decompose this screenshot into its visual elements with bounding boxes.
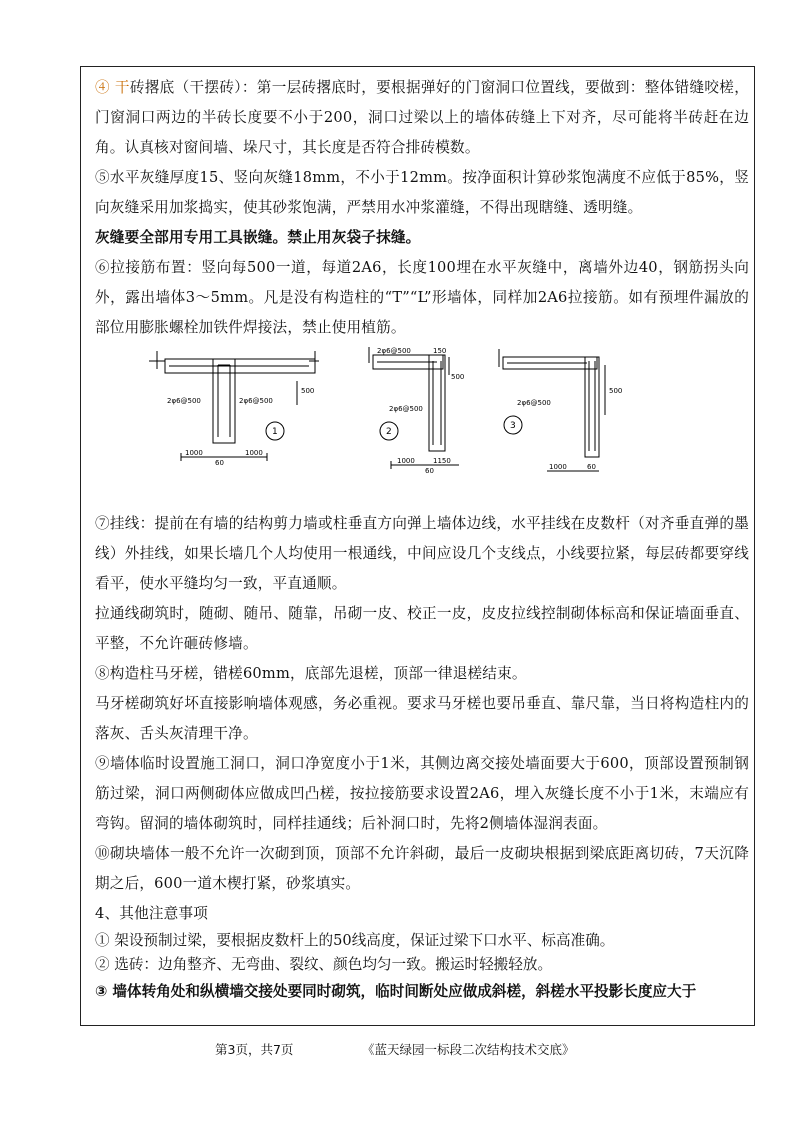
detail-2-dim-1150: 1150 <box>433 457 451 465</box>
detail-2-dim-60: 60 <box>425 467 434 475</box>
detail-1-dim-60: 60 <box>215 459 224 467</box>
detail-2-dim-1000: 1000 <box>397 457 415 465</box>
note-item-1: ① 架设预制过梁，要根据皮数杆上的50线高度，保证过梁下口水平、标高准确。 <box>95 932 615 949</box>
detail-3-rebar-label: 2φ6@500 <box>517 399 551 407</box>
paragraph-item-7-cont: 拉通线砌筑时，随砌、随吊、随靠，吊砌一皮、校正一皮，皮皮拉线控制砌体标高和保证墙面垂直、平整，不允许砸砖修墙。 <box>95 605 749 652</box>
rebar-detail-drawing <box>87 345 749 503</box>
detail-1 <box>149 351 319 461</box>
paragraph-item-10: ⑩砌块墙体一般不允许一次砌到顶，顶部不允许斜砌，最后一皮砌块根据到梁底距离切砖，7天沉降期之后，600一道木楔打紧，砂浆填实。 <box>95 845 749 892</box>
section-4-heading: 4、其他注意事项 <box>95 905 209 922</box>
paragraph-item-5: ⑤水平灰缝厚度15、竖向灰缝18mm，不小于12mm。按净面积计算砂浆饱满度不应低于85%，竖向灰缝采用加浆捣实，使其砂浆饱满，严禁用水冲浆灌缝，不得出现瞎缝、透明缝。 <box>95 169 749 216</box>
paragraph-item-8-cont: 马牙槎砌筑好坏直接影响墙体观感，务必重视。要求马牙槎也要吊垂直、靠尺靠，当日将构造柱内的落灰、舌头灰清理干净。 <box>95 695 749 742</box>
detail-3-dim-500: 500 <box>609 387 623 395</box>
paragraph-item-4 <box>87 73 749 163</box>
detail-1-rebar-label: 2φ6@500 <box>167 397 201 405</box>
detail-1-dim-500: 500 <box>301 387 315 395</box>
item-4-lead: 干 <box>109 79 130 96</box>
paragraph-item-6: ⑥拉接筋布置：竖向每500一道，每道2A6，长度100埋在水平灰缝中，离墙外边40，钢筋拐头向外，露出墙体3～5mm。凡是没有构造柱的“T”“L”形墙体，同样加2A6拉接筋。如有预埋件漏放的部位用膨胀螺栓加铁件焊接法，禁止使用植筋。 <box>95 259 749 336</box>
rebar-detail-figure <box>87 345 749 503</box>
paragraph-bold-note: 灰缝要全部用专用工具嵌缝。禁止用灰袋子抹缝。 <box>95 229 421 246</box>
detail-2-rebar-label: 2φ6@500 <box>389 405 423 413</box>
note-item-3: ③ 墙体转角处和纵横墙交接处要同时砌筑，临时间断处应做成斜槎，斜槎水平投影长度应大于 <box>95 983 697 1000</box>
document-frame <box>80 66 755 1026</box>
detail-1-dim-1000-left: 1000 <box>185 449 203 457</box>
detail-2-rebar-top: 2φ6@500 <box>377 347 411 355</box>
detail-2-dim-150: 150 <box>433 347 447 355</box>
document-content <box>87 73 749 1007</box>
note-item-2: ② 选砖：边角整齐、无弯曲、裂纹、颜色均匀一致。搬运时轻搬轻放。 <box>95 956 553 973</box>
paragraph-item-9: ⑨墙体临时设置施工洞口，洞口净宽度小于1米，其侧边离交接处墙面要大于600，顶部设置预制钢筋过梁，洞口两侧砌体应做成凹凸槎，按拉接筋要求设置2A6，埋入灰缝长度不小于1米，末端应有弯钩。留洞的墙体砌筑时，同样挂通线；后补洞口时，先将2侧墙体湿润表面。 <box>95 755 749 832</box>
paragraph-item-8: ⑧构造柱马牙槎，错槎60mm，底部先退槎，顶部一律退槎结束。 <box>95 665 527 682</box>
paragraph-item-7: ⑦挂线：提前在有墙的结构剪力墙或柱垂直方向弹上墙体边线，水平挂线在皮数杆（对齐垂直弹的墨线）外挂线，如果长墙几个人均使用一根通线，中间应设几个支线点，小线要拉紧，每层砖都要穿线看平，使水平缝均匀一致，平直通顺。 <box>95 515 749 592</box>
item-4-text: 砖撂底（干摆砖）：第一层砖撂底时，要根据弹好的门窗洞口位置线，要做到：整体错缝咬槎，门窗洞口两边的半砖长度要不小于200，洞口过梁以上的墙体砖缝上下对齐，尽可能将半砖赶在边角。认真核对窗间墙、垛尺寸，其长度是否符合排砖模数。 <box>95 79 749 156</box>
detail-2-number: 2 <box>386 427 392 437</box>
detail-1-rebar-label-2: 2φ6@500 <box>239 397 273 405</box>
item-4-number: ④ <box>95 79 110 96</box>
detail-3-dim-1000: 1000 <box>549 463 567 471</box>
detail-3 <box>499 349 605 471</box>
document-title: 《蓝天绿园一标段二次结构技术交底》 <box>362 1042 575 1057</box>
detail-3-dim-60: 60 <box>587 463 596 471</box>
detail-1-number: 1 <box>272 427 278 437</box>
detail-3-number: 3 <box>510 421 516 431</box>
detail-1-dim-1000-right: 1000 <box>245 449 263 457</box>
page-number: 第3页，共7页 <box>215 1042 294 1057</box>
detail-2-dim-500: 500 <box>451 373 465 381</box>
